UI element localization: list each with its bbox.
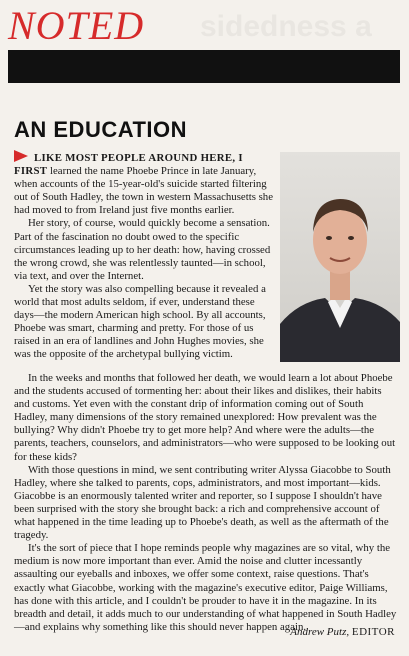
article-column-lower xyxy=(14,372,398,634)
paragraph-6: It's the sort of piece that I hope reminds people why magazines are so vital, why the medium is now more important than ever. Amid the noise and clutter incessantly assaulting our eyeballs and inboxes, we offer some context, raise questions. That's exactly what Giacobbe, working with the magazine's executive editor, Paige Williams, has done with this article, and I couldn't be prouder to have it in the magazine. In its breadth and detail, it adds much to our understanding of what happened in South Hadley—and explains why something like this should never happen again. xyxy=(14,542,397,633)
signature xyxy=(290,626,395,638)
portrait-image xyxy=(280,152,400,362)
paragraph-5: With those questions in mind, we sent contributing writer Alyssa Giacobbe to South Hadley, where she talked to parents, cops, administrators, and most important—kids. Giacobbe is an enormously talented writer and reporter, so I suppose I shouldn't have been surprised with the story she brought back: a rich and comprehensive account of what happened in the time leading up to Phoebe's death, as well as the aftermath of the tragedy. xyxy=(14,463,391,542)
article-headline: AN EDUCATION xyxy=(14,117,188,142)
paragraph-2: Her story, of course, would quickly become a sensation. Part of the fascination no doubt owed to the specific circumstances leading up to her death: how, having crossed the wrong crowd, she was relentlessly taunted—in school, via text, and over the Internet. xyxy=(14,217,271,282)
paragraph-1 xyxy=(14,150,276,217)
paragraph-1-text: learned the name Phoebe Prince in late January, when accounts of the 15-year-old's suicide started filtering out of South Hadley, the town in western Massachusetts she had moved to from Ireland just five months earlier. xyxy=(14,165,273,217)
author-photo xyxy=(280,152,400,362)
paragraph-4: In the weeks and months that followed her death, we would learn a lot about Phoebe and the students accused of tormenting her: about their likes and dislikes, their habits and customs. Yet even with the constant drip of information coming out of South Hadley, many dimensions of the story remained unexplored: How prevalent was the bullying? Why didn't Phoebe try to get more help? And where were the adults—the parents, teachers, counselors, and administrators—who were supposed to be looking out for these kids? xyxy=(14,372,396,463)
signature-role: EDITOR xyxy=(351,626,395,638)
page-header xyxy=(0,0,409,90)
section-label: NOTED xyxy=(8,3,145,48)
article-column-upper xyxy=(14,150,276,362)
paragraph-3: Yet the story was also compelling because it revealed a world that most adults seldom, if ever, understand these days—the modern American high school. By all accounts, Phoebe was smart, charming and pretty. For those of us raised in an era of landlines and John Hughes movies, she was the opposite of the archetypal bullying victim. xyxy=(14,282,266,361)
red-triangle-icon xyxy=(14,150,28,162)
bleed-through-text: sidedness a xyxy=(200,10,372,43)
header-bar xyxy=(8,50,400,83)
lead-in: LIKE MOST PEOPLE AROUND HERE, I FIRST xyxy=(14,152,243,178)
signature-name: Andrew Putz, xyxy=(290,626,350,638)
